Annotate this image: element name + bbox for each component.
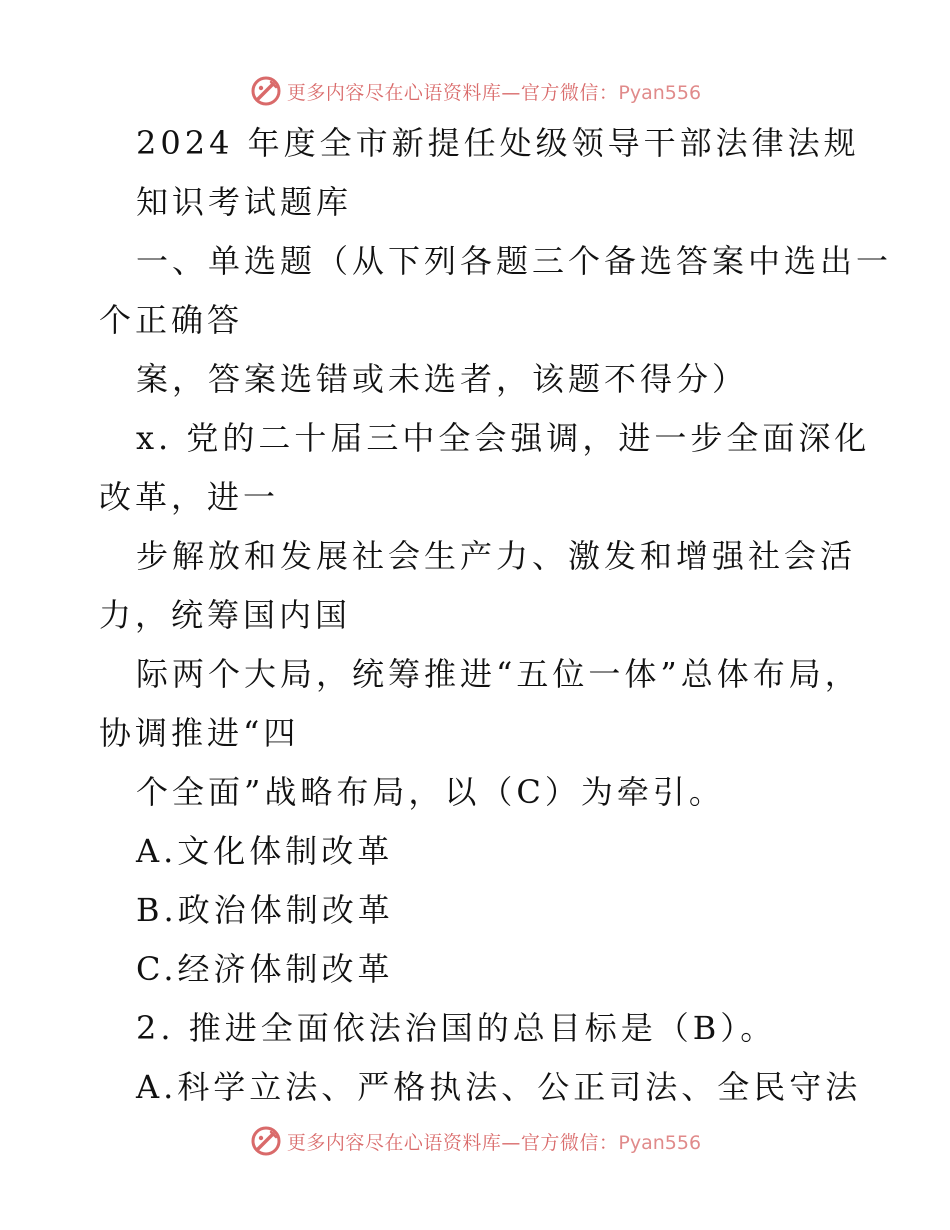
doc-title-line-2: 知识考试题库	[136, 183, 353, 221]
footer-watermark	[0, 1121, 950, 1161]
question-1-line-1: x. 党的二十届三中全会强调，进一步全面深化	[136, 419, 871, 457]
question-2-option-a: A.科学立法、严格执法、公正司法、全民守法	[136, 1068, 862, 1106]
section-heading-line-1: 一、单选题（从下列各题三个备选答案中选出一	[136, 242, 893, 280]
watermark-id: Pyan556	[618, 1131, 702, 1154]
watermark-text: 更多内容尽在心语资料库—官方微信：Pyan556	[286, 81, 702, 104]
section-heading-line-3: 案，答案选错或未选者，该题不得分）	[136, 360, 749, 398]
question-1-line-5: 际两个大局，统筹推进“五位一体”总体布局，	[136, 655, 861, 693]
watermark-logo-icon	[249, 1124, 283, 1158]
question-2-line-1: 2. 推进全面依法治国的总目标是（B）。	[136, 1009, 777, 1047]
question-1-line-2: 改革，进一	[99, 478, 280, 516]
watermark-id: Pyan556	[618, 81, 702, 104]
watermark-logo-icon	[249, 74, 283, 108]
question-1-option-b: B.政治体制改革	[136, 891, 394, 929]
watermark-text: 更多内容尽在心语资料库—官方微信：Pyan556	[286, 1131, 702, 1154]
question-1-option-a: A.文化体制改革	[136, 832, 394, 870]
section-heading-line-2: 个正确答	[99, 301, 244, 339]
doc-title-line-1: 2024 年度全市新提任处级领导干部法律法规	[136, 124, 860, 162]
question-1-line-4: 力，统筹国内国	[99, 596, 352, 634]
header-watermark	[0, 71, 950, 111]
question-1-line-7: 个全面”战略布局，以（C）为牵引。	[136, 773, 725, 811]
question-1-line-6: 协调推进“四	[99, 714, 300, 752]
question-1-line-3: 步解放和发展社会生产力、激发和增强社会活	[136, 537, 857, 575]
question-1-option-c: C.经济体制改革	[136, 950, 394, 988]
